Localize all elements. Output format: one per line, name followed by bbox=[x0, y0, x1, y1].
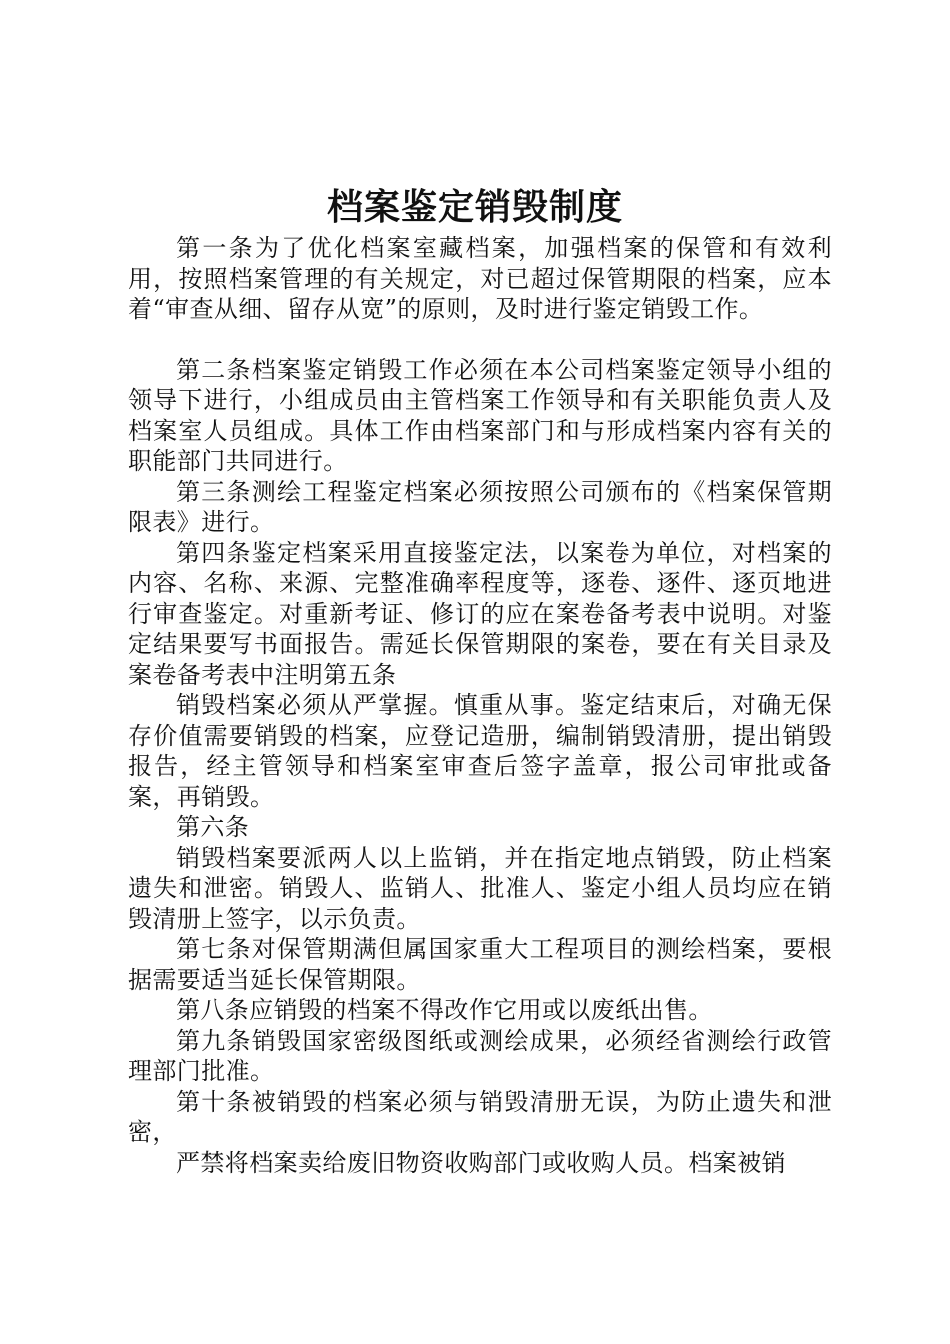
article-3: 第三条测绘工程鉴定档案必须按照公司颁布的《档案保管期限表》进行。 bbox=[128, 477, 832, 536]
article-6-body: 销毁档案要派两人以上监销，并在指定地点销毁，防止档案遗失和泄密。销毁人、监销人、批准人、鉴定小组人员均应在销毁清册上签字，以示负责。 bbox=[128, 843, 832, 933]
article-7: 第七条对保管期满但属国家重大工程项目的测绘档案，要根据需要适当延长保管期限。 bbox=[128, 935, 832, 994]
article-8: 第八条应销毁的档案不得改作它用或以废纸出售。 bbox=[176, 996, 713, 1024]
document-title: 档案鉴定销毁制度 bbox=[326, 187, 623, 228]
article-9: 第九条销毁国家密级图纸或测绘成果，必须经省测绘行政管理部门批准。 bbox=[128, 1026, 832, 1085]
article-2: 第二条档案鉴定销毁工作必须在本公司档案鉴定领导小组的领导下进行，小组成员由主管档案工作领导和有关职能负责人及档案室人员组成。具体工作由档案部门和与形成档案内容有关的职能部门共同进行。 bbox=[128, 355, 832, 475]
article-10: 第十条被销毁的档案必须与销毁清册无误，为防止遗失和泄密， bbox=[128, 1087, 832, 1146]
article-1: 第一条为了优化档案室藏档案，加强档案的保管和有效利用，按照档案管理的有关规定，对已超过保管期限的档案，应本着“审查从细、留存从宽”的原则，及时进行鉴定销毁工作。 bbox=[128, 234, 832, 323]
article-4: 第四条鉴定档案采用直接鉴定法，以案卷为单位，对档案的内容、名称、来源、完整准确率程度等，逐卷、逐件、逐页地进行审查鉴定。对重新考证、修订的应在案卷备考表中说明。对鉴定结果要写书面报告。需延长保管期限的案卷，要在有关目录及案卷备考表中注明第五条 bbox=[128, 538, 832, 689]
article-5-body: 销毁档案必须从严掌握。慎重从事。鉴定结束后，对确无保存价值需要销毁的档案，应登记造册，编制销毁清册，提出销毁报告，经主管领导和档案室审查后签字盖章，报公司审批或备案，再销毁。 bbox=[128, 691, 832, 811]
document-body bbox=[128, 233, 832, 1178]
article-10-continued: 严禁将档案卖给废旧物资收购部门或收购人员。档案被销 bbox=[176, 1148, 786, 1177]
article-6-heading: 第六条 bbox=[176, 813, 250, 841]
